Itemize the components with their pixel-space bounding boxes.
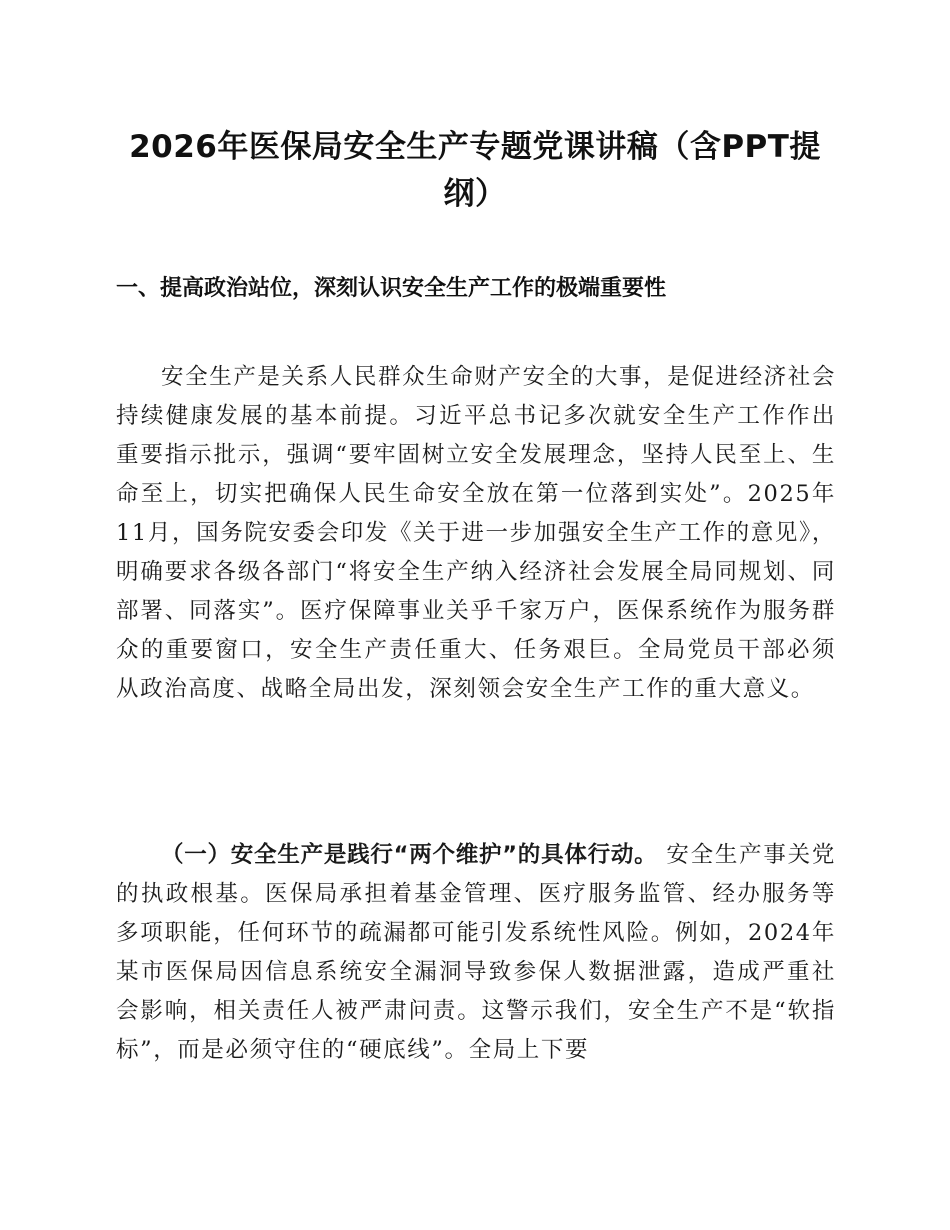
- subsection-paragraph: [116, 836, 836, 1070]
- document-title: 2026年医保局安全生产专题党课讲稿（含PPT提纲）: [129, 129, 821, 212]
- subsection-lead: （一）安全生产是践行“两个维护”的具体行动。: [161, 842, 658, 868]
- subsection-text: 安全生产事关党的执政根基。医保局承担着基金管理、医疗服务监管、经办服务等多项职能，任何环节的疏漏都可能引发系统性风险。例如，2024年某市医保局因信息系统安全漏洞导致参保人数据泄露，造成严重社会影响，相关责任人被严肃问责。这警示我们，安全生产不是“软指标”，而是必须守住的“硬底线”。全局上下要: [116, 842, 837, 1063]
- section-heading: 一、提高政治站位，深刻认识安全生产工作的极端重要性: [116, 276, 667, 301]
- body-paragraph: 安全生产是关系人民群众生命财产安全的大事，是促进经济社会持续健康发展的基本前提。习近平总书记多次就安全生产工作作出重要指示批示，强调“要牢固树立安全发展理念，坚持人民至上、生命至上，切实把确保人民生命安全放在第一位落到实处”。2025年11月，国务院安委会印发《关于进一步加强安全生产工作的意见》，明确要求各级各部门“将安全生产纳入经济社会发展全局同规划、同部署、同落实”。医疗保障事业关乎千家万户，医保系统作为服务群众的重要窗口，安全生产责任重大、任务艰巨。全局党员干部必须从政治高度、战略全局出发，深刻领会安全生产工作的重大意义。: [116, 364, 836, 702]
